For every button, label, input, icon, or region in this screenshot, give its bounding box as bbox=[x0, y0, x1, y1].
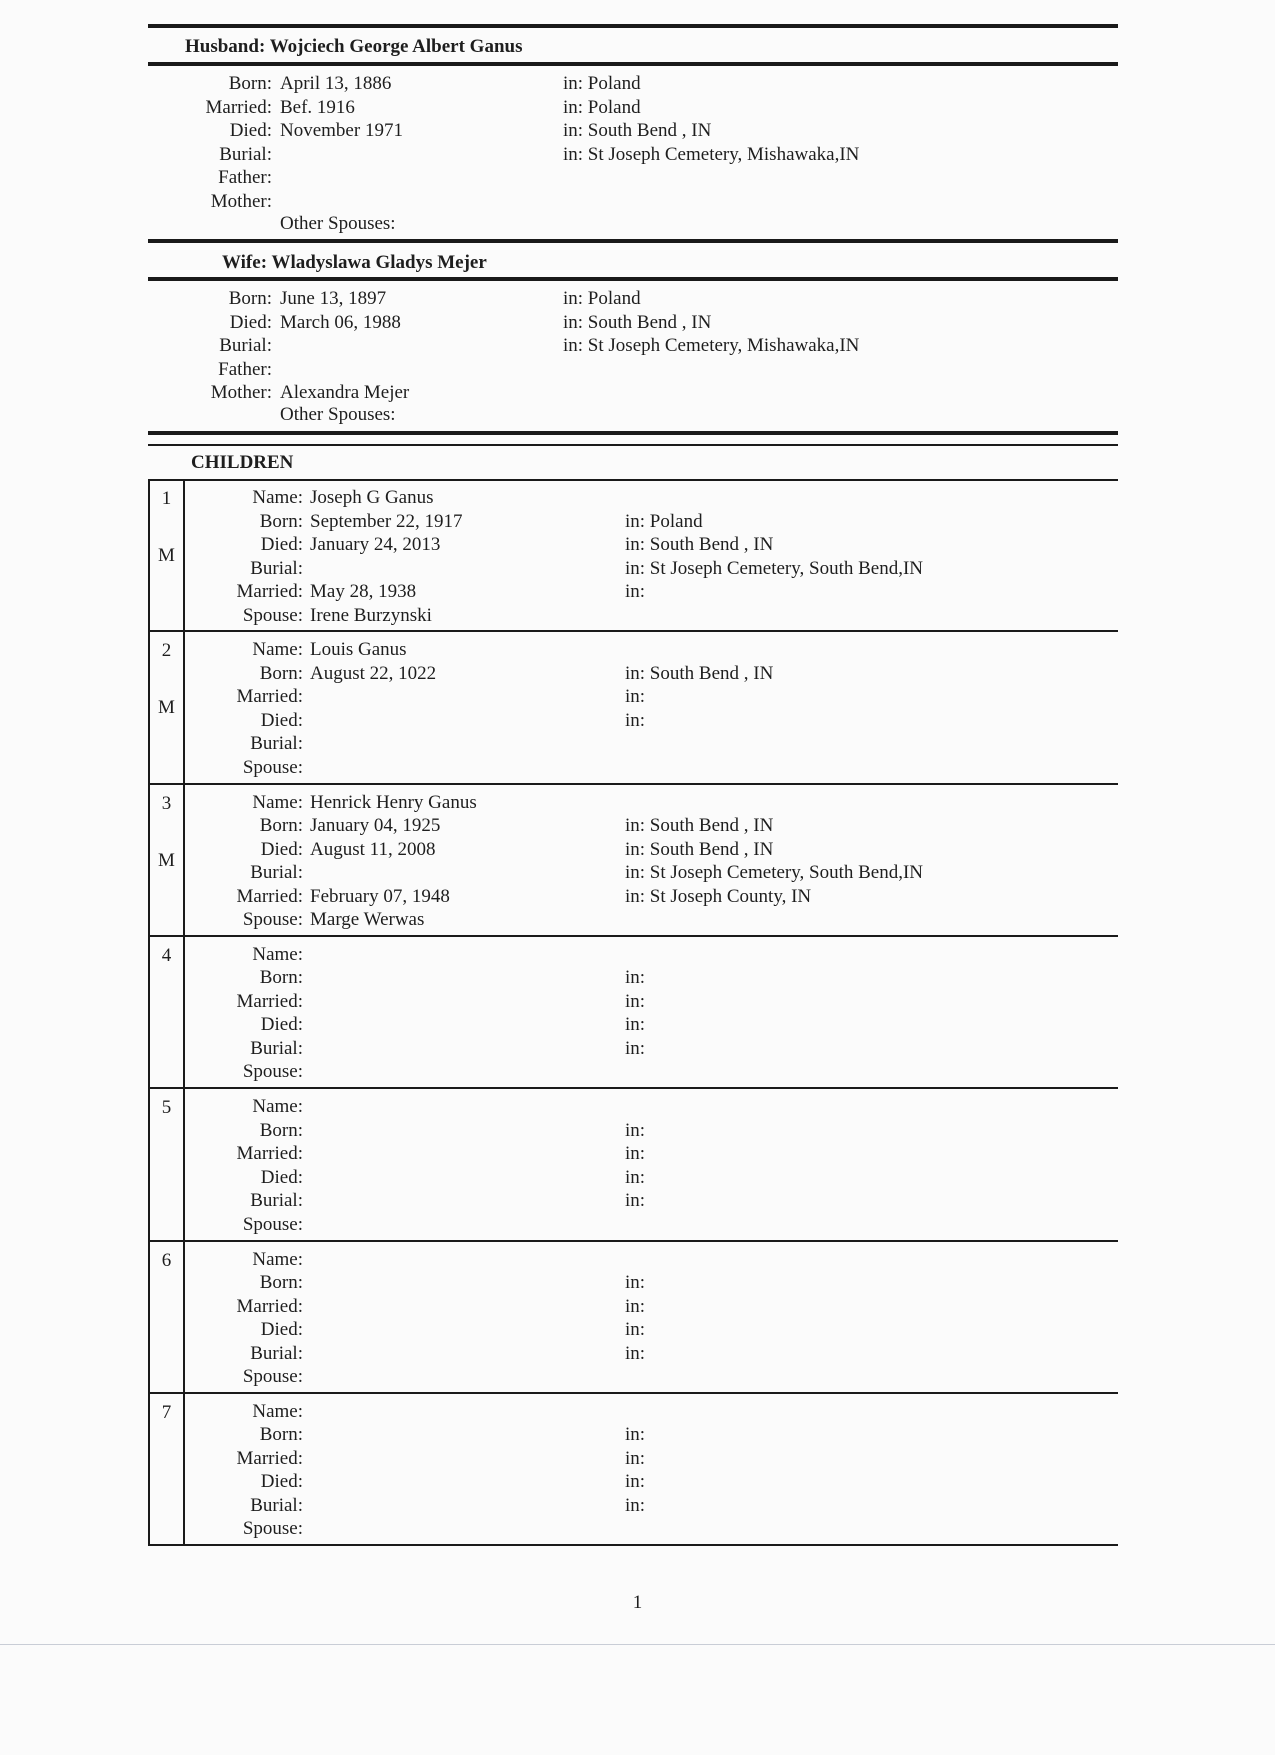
child-field-label: Spouse: bbox=[242, 909, 303, 931]
child-row-divider bbox=[148, 1087, 1118, 1089]
child-field-label: Born: bbox=[259, 967, 303, 989]
wife-header bbox=[222, 252, 487, 274]
child-field-label: Born: bbox=[259, 1272, 303, 1293]
child-field-label: Married: bbox=[236, 1295, 303, 1317]
child-field-place: in: bbox=[625, 1494, 646, 1516]
child-field-place: in: bbox=[625, 1295, 646, 1317]
wife-top-rule bbox=[148, 239, 1118, 243]
child-row-divider bbox=[148, 783, 1118, 785]
child-field-value: January 04, 1925 bbox=[310, 815, 441, 837]
child-field-place: in: bbox=[625, 1272, 646, 1293]
child-field-value: Irene Burzynski bbox=[310, 604, 432, 626]
child-number: 3 bbox=[161, 792, 172, 814]
child-field-label: Born: bbox=[259, 1119, 303, 1141]
husband-field-label: Born: bbox=[228, 73, 272, 94]
child-field-place: in: South Bend , IN bbox=[625, 534, 774, 555]
child-field-place: in: South Bend , IN bbox=[625, 815, 774, 837]
child-field-place: in: bbox=[625, 990, 646, 1012]
child-field-label: Name: bbox=[252, 791, 303, 813]
husband-field-place: in: South Bend , IN bbox=[563, 120, 712, 141]
child-field-label: Died: bbox=[260, 1319, 303, 1340]
child-number: 4 bbox=[161, 944, 172, 966]
child-field-label: Died: bbox=[260, 534, 303, 555]
child-number: 7 bbox=[161, 1401, 172, 1423]
wife-field-place: in: Poland bbox=[563, 288, 641, 309]
child-field-place: in: bbox=[625, 1471, 646, 1493]
husband-field-label: Married: bbox=[205, 96, 272, 118]
husband-field-label: Father: bbox=[218, 167, 272, 188]
child-sex: M bbox=[158, 849, 175, 871]
husband-field-label: Burial: bbox=[219, 143, 272, 165]
child-field-place: in: bbox=[625, 1119, 646, 1141]
child-field-value: Marge Werwas bbox=[310, 909, 425, 931]
child-field-label: Married: bbox=[236, 1447, 303, 1469]
husband-header bbox=[185, 36, 522, 58]
wife-field-label: Died: bbox=[229, 311, 272, 333]
children-top-rule bbox=[148, 431, 1118, 435]
child-field-label: Burial: bbox=[250, 1494, 303, 1516]
child-field-label: Spouse: bbox=[242, 1213, 303, 1235]
child-field-value: September 22, 1917 bbox=[310, 510, 463, 532]
child-field-place: in: St Joseph County, IN bbox=[625, 885, 812, 907]
child-field-place: in: bbox=[625, 581, 646, 602]
husband-field-value: Bef. 1916 bbox=[280, 96, 355, 118]
child-field-label: Married: bbox=[236, 990, 303, 1012]
child-field-value: Henrick Henry Ganus bbox=[310, 791, 477, 813]
child-field-place: in: St Joseph Cemetery, South Bend,IN bbox=[625, 862, 923, 884]
husband-field-place: in: Poland bbox=[563, 73, 641, 94]
child-field-label: Spouse: bbox=[242, 604, 303, 626]
children-header-rule bbox=[148, 479, 1118, 481]
child-field-label: Married: bbox=[236, 686, 303, 708]
child-field-label: Spouse: bbox=[242, 1366, 303, 1387]
child-field-label: Name: bbox=[252, 1400, 303, 1422]
wife-field-label: Mother: bbox=[210, 382, 272, 403]
page-number: 1 bbox=[632, 1592, 643, 1613]
child-field-label: Spouse: bbox=[242, 1518, 303, 1540]
child-field-label: Died: bbox=[260, 838, 303, 860]
child-field-place: in: bbox=[625, 1014, 646, 1036]
child-field-label: Married: bbox=[236, 885, 303, 907]
husband-field-place: in: Poland bbox=[563, 96, 641, 118]
child-field-value: Louis Ganus bbox=[310, 639, 407, 661]
child-field-label: Died: bbox=[260, 1014, 303, 1036]
child-field-value: August 22, 1022 bbox=[310, 662, 437, 684]
child-field-place: in: bbox=[625, 1424, 646, 1446]
child-number: 1 bbox=[161, 488, 172, 509]
child-row-divider bbox=[148, 935, 1118, 937]
child-field-place: in: bbox=[625, 1143, 646, 1165]
husband-field-label: Died: bbox=[229, 120, 272, 141]
child-field-label: Spouse: bbox=[242, 756, 303, 778]
children-title: CHILDREN bbox=[191, 452, 294, 473]
child-sex: M bbox=[158, 545, 175, 566]
child-field-label: Died: bbox=[260, 1471, 303, 1493]
child-field-place: in: bbox=[625, 1447, 646, 1469]
child-field-label: Name: bbox=[252, 943, 303, 965]
wife-field-value: March 06, 1988 bbox=[280, 311, 401, 333]
child-field-label: Name: bbox=[252, 487, 303, 508]
child-field-label: Born: bbox=[259, 1424, 303, 1446]
husband-field-value: November 1971 bbox=[280, 120, 403, 141]
child-field-place: in: South Bend , IN bbox=[625, 838, 774, 860]
child-field-label: Name: bbox=[252, 1096, 303, 1118]
wife-field-place: in: South Bend , IN bbox=[563, 311, 712, 333]
wife-other-spouses: Other Spouses: bbox=[280, 404, 396, 425]
wife-field-label: Father: bbox=[218, 358, 272, 380]
child-row-divider bbox=[148, 1240, 1118, 1242]
child-field-label: Name: bbox=[252, 1248, 303, 1270]
child-field-place: in: bbox=[625, 1319, 646, 1340]
wife-field-value: Alexandra Mejer bbox=[280, 382, 410, 403]
child-field-label: Burial: bbox=[250, 1190, 303, 1212]
child-row-divider bbox=[148, 630, 1118, 632]
child-field-place: in: South Bend , IN bbox=[625, 662, 774, 684]
child-number: 5 bbox=[161, 1097, 172, 1119]
child-field-label: Name: bbox=[252, 639, 303, 661]
child-field-value: February 07, 1948 bbox=[310, 885, 450, 907]
child-field-label: Born: bbox=[259, 662, 303, 684]
child-field-place: in: bbox=[625, 1166, 646, 1188]
wife-name: Wladyslawa Gladys Mejer bbox=[271, 252, 487, 273]
husband-header-rule bbox=[148, 62, 1118, 66]
child-field-label: Married: bbox=[236, 581, 303, 602]
child-field-place: in: bbox=[625, 1037, 646, 1059]
child-row-divider bbox=[148, 1544, 1118, 1546]
husband-field-label: Mother: bbox=[210, 190, 272, 212]
child-number: 2 bbox=[161, 640, 172, 662]
child-field-place: in: bbox=[625, 1342, 646, 1364]
child-field-value: August 11, 2008 bbox=[310, 838, 436, 860]
child-sex: M bbox=[158, 697, 175, 719]
husband-field-place: in: St Joseph Cemetery, Mishawaka,IN bbox=[563, 143, 860, 165]
child-field-label: Born: bbox=[259, 510, 303, 532]
child-field-label: Burial: bbox=[250, 733, 303, 755]
child-field-place: in: bbox=[625, 967, 646, 989]
child-field-value: May 28, 1938 bbox=[310, 581, 417, 602]
child-field-place: in: bbox=[625, 1190, 646, 1212]
wife-field-label: Burial: bbox=[219, 335, 272, 356]
husband-field-value: April 13, 1886 bbox=[280, 73, 392, 94]
child-field-place: in: bbox=[625, 709, 646, 731]
child-field-label: Burial: bbox=[250, 1037, 303, 1059]
wife-header-rule bbox=[148, 277, 1118, 281]
child-field-value: January 24, 2013 bbox=[310, 534, 441, 555]
husband-other-spouses: Other Spouses: bbox=[280, 213, 396, 234]
wife-field-place: in: St Joseph Cemetery, Mishawaka,IN bbox=[563, 335, 860, 356]
child-field-label: Burial: bbox=[250, 862, 303, 884]
child-field-label: Burial: bbox=[250, 1342, 303, 1364]
child-field-label: Died: bbox=[260, 1166, 303, 1188]
scan-bottom-edge bbox=[0, 1644, 1275, 1645]
child-field-place: in: St Joseph Cemetery, South Bend,IN bbox=[625, 557, 923, 579]
child-field-value: Joseph G Ganus bbox=[310, 487, 434, 508]
wife-field-label: Born: bbox=[228, 288, 272, 309]
top-rule bbox=[148, 24, 1118, 28]
child-field-label: Born: bbox=[259, 815, 303, 837]
child-field-label: Burial: bbox=[250, 557, 303, 579]
wife-label: Wife: bbox=[222, 252, 268, 273]
child-row-divider bbox=[148, 1392, 1118, 1394]
wife-field-value: June 13, 1897 bbox=[280, 288, 387, 309]
husband-name: Wojciech George Albert Ganus bbox=[269, 36, 523, 57]
child-field-place: in: bbox=[625, 686, 646, 708]
child-field-label: Spouse: bbox=[242, 1061, 303, 1083]
children-top-rule-thin bbox=[148, 444, 1118, 446]
child-number: 6 bbox=[161, 1249, 172, 1271]
child-field-place: in: Poland bbox=[625, 510, 703, 532]
husband-label: Husband: bbox=[185, 36, 266, 57]
child-field-label: Married: bbox=[236, 1143, 303, 1165]
child-field-label: Died: bbox=[260, 709, 303, 731]
